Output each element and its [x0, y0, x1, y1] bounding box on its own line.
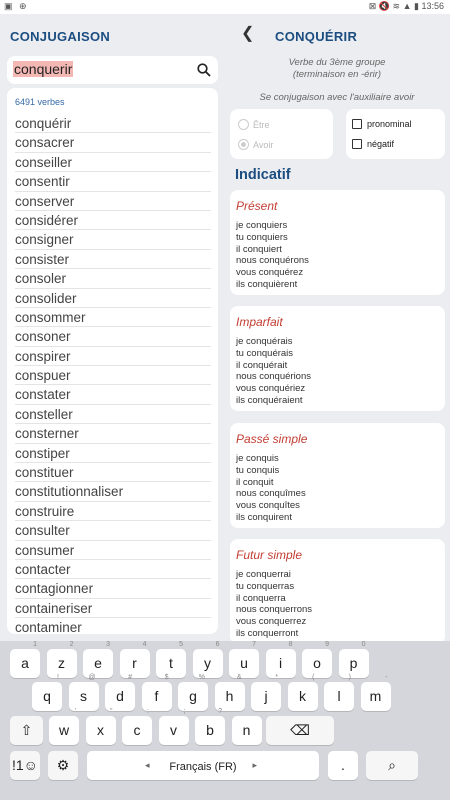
- verb-list-item[interactable]: consteller: [15, 405, 211, 424]
- conjugation-form: ils conquièrent: [236, 278, 298, 290]
- key-p[interactable]: p 0: [339, 649, 369, 678]
- verb-list-item[interactable]: consulter: [15, 521, 211, 540]
- conjugation-form: je conquiers: [236, 220, 288, 231]
- conjugation-forms: [236, 220, 309, 291]
- conjugation-forms: [236, 569, 312, 640]
- space-bar[interactable]: Français (FR) ◂ ▸: [87, 751, 319, 780]
- key-g[interactable]: g %: [178, 682, 208, 711]
- arrow-left-icon: ◂: [145, 760, 150, 770]
- verb-list-item[interactable]: consolider: [15, 289, 211, 308]
- verb-title: CONQUÉRIR: [275, 29, 358, 44]
- verb-list-item[interactable]: constituer: [15, 463, 211, 482]
- conjugation-form: ils conquirent: [236, 511, 292, 523]
- verb-list-item[interactable]: conspuer: [15, 366, 211, 385]
- conjugation-form: je conquérais: [236, 336, 293, 347]
- verb-termination: (terminaison en -érir): [292, 69, 382, 80]
- verb-list-item[interactable]: consacrer: [15, 133, 211, 152]
- verb-group: Verbe du 3ème groupe: [288, 57, 386, 68]
- verb-list-item[interactable]: contaminer: [15, 618, 211, 634]
- conjugation-form: ils conquerront: [236, 627, 299, 639]
- key-u[interactable]: u 7: [229, 649, 259, 678]
- arrow-right-icon: ▸: [252, 760, 257, 770]
- symbols-key[interactable]: !1☺: [10, 751, 40, 780]
- conjugation-form: vous conquerrez: [236, 616, 307, 628]
- conjugation-form: je conquerrai: [236, 569, 291, 580]
- verb-list-item[interactable]: consoler: [15, 269, 211, 288]
- conjugation-form: nous conquérions: [236, 371, 311, 383]
- app-title: CONJUGAISON: [10, 29, 111, 44]
- verb-list-item[interactable]: consumer: [15, 541, 211, 560]
- verb-list-item[interactable]: consigner: [15, 230, 211, 249]
- checkbox-negatif[interactable]: négatif: [352, 139, 394, 149]
- key-o[interactable]: o 9: [302, 649, 332, 678]
- key-s[interactable]: s @: [69, 682, 99, 711]
- auxiliary-note: Se conjugaison avec l'auxiliaire avoir: [259, 92, 415, 103]
- key-v[interactable]: v ;: [159, 716, 189, 745]
- clock: 13:56: [421, 1, 444, 11]
- conjugation-form: je conquis: [236, 453, 279, 464]
- verb-count: 6491 verbes: [15, 97, 65, 107]
- key-d[interactable]: d #: [105, 682, 135, 711]
- mood-heading: Indicatif: [235, 167, 291, 183]
- verb-list-item[interactable]: consterner: [15, 424, 211, 443]
- key-q[interactable]: q !: [32, 682, 62, 711]
- tense-name: Passé simple: [236, 432, 308, 446]
- auxiliary-card: [230, 109, 333, 159]
- tense-card: [230, 423, 445, 528]
- conjugation-form: ils conquéraient: [236, 394, 303, 406]
- verb-list-item[interactable]: consister: [15, 250, 211, 269]
- conjugation-form: nous conquérons: [236, 255, 309, 267]
- radio-etre[interactable]: Être: [238, 119, 270, 130]
- verb-list-item[interactable]: considérer: [15, 211, 211, 230]
- conjugation-form: il conquerra: [236, 592, 286, 604]
- verb-list-item[interactable]: constitutionnaliser: [15, 482, 211, 501]
- conjugation-form: vous conquîtes: [236, 500, 300, 512]
- verb-list-item[interactable]: consommer: [15, 308, 211, 327]
- checkbox-pronominal[interactable]: pronominal: [352, 119, 412, 129]
- key-b[interactable]: b ?: [195, 716, 225, 745]
- conjugation-form: tu conquerras: [236, 580, 295, 592]
- key-w[interactable]: w ': [49, 716, 79, 745]
- key-h[interactable]: h &: [215, 682, 245, 711]
- key-t[interactable]: t 5: [156, 649, 186, 678]
- conjugation-form: vous conquérez: [236, 267, 304, 279]
- conjugation-form: nous conquîmes: [236, 488, 306, 500]
- tense-name: Futur simple: [236, 548, 303, 562]
- system-icons: ⊠ 🔇 ≋ ▲ ▮: [368, 1, 419, 11]
- search-key[interactable]: ⌕: [366, 751, 418, 780]
- conjugation-form: tu conquérais: [236, 347, 294, 359]
- search-icon[interactable]: [196, 62, 212, 78]
- key-k[interactable]: k (: [288, 682, 318, 711]
- tense-card: [230, 306, 445, 411]
- search-box[interactable]: [7, 56, 218, 84]
- verb-list-item[interactable]: construire: [15, 502, 211, 521]
- verb-list[interactable]: [7, 88, 218, 634]
- key-l[interactable]: l ): [324, 682, 354, 711]
- conjugation-form: il conquiert: [236, 243, 282, 255]
- conjugation-forms: [236, 336, 311, 407]
- tense-name: Présent: [236, 199, 278, 213]
- settings-key[interactable]: ⚙: [48, 751, 78, 780]
- conjugation-form: il conquit: [236, 476, 274, 488]
- verb-list-item[interactable]: containeriser: [15, 599, 211, 618]
- key-z[interactable]: z 2: [47, 649, 77, 678]
- tense-card: [230, 539, 445, 644]
- status-bar: [0, 0, 450, 14]
- conjugation-form: vous conquériez: [236, 383, 306, 395]
- tense-card: [230, 190, 445, 295]
- radio-avoir[interactable]: Avoir: [238, 139, 273, 150]
- conjugation-form: nous conquerrons: [236, 604, 313, 616]
- verb-list-item[interactable]: contacter: [15, 560, 211, 579]
- verb-list-item[interactable]: conserver: [15, 192, 211, 211]
- keyboard: [0, 641, 450, 800]
- conjugation-form: tu conquis: [236, 464, 280, 476]
- conjugation-forms: [236, 453, 306, 524]
- verb-list-item[interactable]: consoner: [15, 327, 211, 346]
- verb-list-item[interactable]: contagionner: [15, 579, 211, 598]
- key-e[interactable]: e 3: [83, 649, 113, 678]
- key-m[interactable]: m -: [361, 682, 391, 711]
- key-c[interactable]: c :: [122, 716, 152, 745]
- shift-key[interactable]: ⇧: [10, 716, 43, 745]
- key-r[interactable]: r 4: [120, 649, 150, 678]
- key-y[interactable]: y 6: [193, 649, 223, 678]
- verb-list-item[interactable]: conquérir: [15, 114, 211, 133]
- backspace-key[interactable]: ⌫: [266, 716, 334, 745]
- key-j[interactable]: j *: [251, 682, 281, 711]
- verb-list-item[interactable]: constater: [15, 385, 211, 404]
- verb-list-item[interactable]: conseiller: [15, 153, 211, 172]
- tense-name: Imparfait: [236, 315, 283, 329]
- back-arrow-icon[interactable]: ❮: [241, 25, 255, 42]
- notification-icons: ▣ ⊕: [4, 1, 29, 11]
- conjugation-form: tu conquiers: [236, 231, 288, 243]
- verb-list-item[interactable]: conspirer: [15, 347, 211, 366]
- key-i[interactable]: i 8: [266, 649, 296, 678]
- key-x[interactable]: x ": [86, 716, 116, 745]
- verb-list-item[interactable]: constiper: [15, 444, 211, 463]
- key-n[interactable]: n: [232, 716, 262, 745]
- period-key[interactable]: .: [328, 751, 358, 780]
- key-f[interactable]: f $: [142, 682, 172, 711]
- options-card: [346, 109, 445, 159]
- verb-list-item[interactable]: consentir: [15, 172, 211, 191]
- conjugation-form: il conquérait: [236, 359, 288, 371]
- key-a[interactable]: a 1: [10, 649, 40, 678]
- search-input[interactable]: conquerir: [14, 61, 73, 77]
